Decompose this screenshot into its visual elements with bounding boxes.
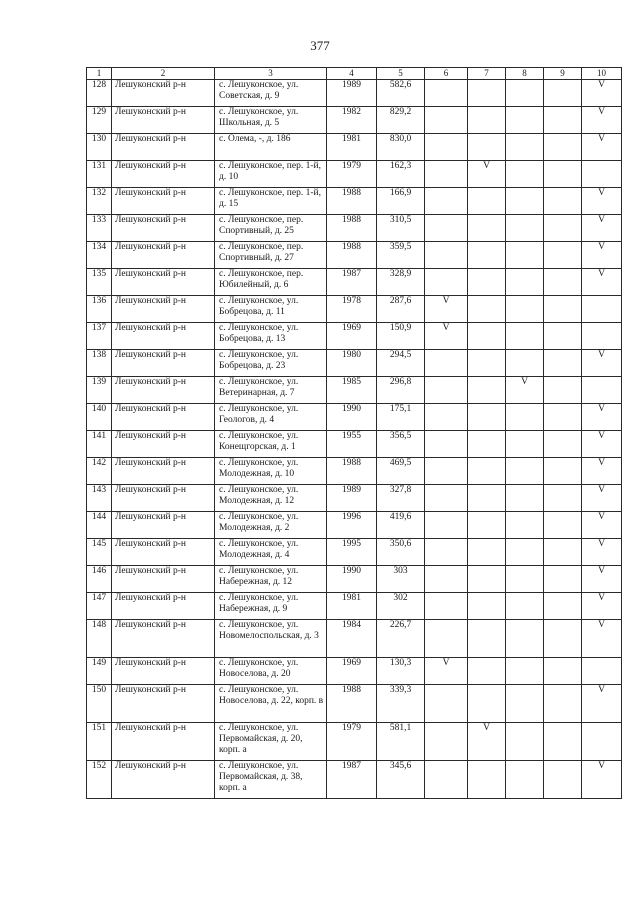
- year-cell: 1996: [327, 512, 377, 539]
- mark-col9-cell: [544, 658, 582, 685]
- district-cell: Лешуконский р-н: [112, 566, 215, 593]
- year-cell: 1978: [327, 296, 377, 323]
- table-row: [87, 134, 622, 161]
- mark-col9-cell: [544, 296, 582, 323]
- mark-col8-cell: [506, 80, 544, 107]
- area-cell: 162,3: [377, 161, 425, 188]
- area-cell: 294,5: [377, 350, 425, 377]
- mark-col8-cell: [506, 431, 544, 458]
- area-cell: 166,9: [377, 188, 425, 215]
- row-number: 131: [87, 161, 112, 188]
- table-row: [87, 723, 622, 761]
- table-row: [87, 620, 622, 658]
- area-cell: 226,7: [377, 620, 425, 658]
- row-number: 136: [87, 296, 112, 323]
- district-cell: Лешуконский р-н: [112, 296, 215, 323]
- column-header-7: 7: [468, 68, 506, 80]
- mark-col9-cell: [544, 566, 582, 593]
- mark-col8-cell: [506, 188, 544, 215]
- address-cell: с. Лешуконское, пер. Юбилейный, д. 6: [215, 269, 327, 296]
- district-cell: Лешуконский р-н: [112, 485, 215, 512]
- district-cell: Лешуконский р-н: [112, 512, 215, 539]
- mark-col7-cell: [468, 269, 506, 296]
- mark-col8-cell: [506, 723, 544, 761]
- district-cell: Лешуконский р-н: [112, 431, 215, 458]
- mark-col6-cell: [425, 458, 468, 485]
- mark-col10-cell: V: [582, 566, 622, 593]
- mark-col10-cell: V: [582, 404, 622, 431]
- table-row: [87, 485, 622, 512]
- column-header-2: 2: [112, 68, 215, 80]
- mark-col7-cell: [468, 620, 506, 658]
- area-cell: 419,6: [377, 512, 425, 539]
- mark-col10-cell: [582, 161, 622, 188]
- mark-col6-cell: [425, 107, 468, 134]
- area-cell: 339,3: [377, 685, 425, 723]
- column-header-6: 6: [425, 68, 468, 80]
- mark-col8-cell: [506, 134, 544, 161]
- area-cell: 303: [377, 566, 425, 593]
- year-cell: 1988: [327, 458, 377, 485]
- mark-col6-cell: [425, 485, 468, 512]
- mark-col8-cell: [506, 620, 544, 658]
- row-number: 139: [87, 377, 112, 404]
- address-cell: с. Лешуконское, ул. Новоселова, д. 22, корп. в: [215, 685, 327, 723]
- mark-col7-cell: [468, 431, 506, 458]
- mark-col9-cell: [544, 512, 582, 539]
- mark-col6-cell: [425, 377, 468, 404]
- mark-col9-cell: [544, 593, 582, 620]
- address-cell: с. Лешуконское, ул. Молодежная, д. 2: [215, 512, 327, 539]
- mark-col9-cell: [544, 242, 582, 269]
- area-cell: 287,6: [377, 296, 425, 323]
- address-cell: с. Лешуконское, ул. Набережная, д. 12: [215, 566, 327, 593]
- mark-col10-cell: V: [582, 242, 622, 269]
- column-header-3: 3: [215, 68, 327, 80]
- row-number: 142: [87, 458, 112, 485]
- year-cell: 1969: [327, 658, 377, 685]
- mark-col10-cell: V: [582, 134, 622, 161]
- mark-col6-cell: [425, 761, 468, 799]
- area-cell: 328,9: [377, 269, 425, 296]
- area-cell: 345,6: [377, 761, 425, 799]
- year-cell: 1982: [327, 107, 377, 134]
- year-cell: 1990: [327, 404, 377, 431]
- mark-col6-cell: [425, 134, 468, 161]
- district-cell: Лешуконский р-н: [112, 539, 215, 566]
- mark-col7-cell: [468, 188, 506, 215]
- table-row: [87, 593, 622, 620]
- mark-col8-cell: [506, 350, 544, 377]
- mark-col9-cell: [544, 161, 582, 188]
- mark-col8-cell: V: [506, 377, 544, 404]
- mark-col6-cell: [425, 188, 468, 215]
- row-number: 151: [87, 723, 112, 761]
- year-cell: 1984: [327, 620, 377, 658]
- year-cell: 1988: [327, 685, 377, 723]
- mark-col10-cell: [582, 296, 622, 323]
- table-row: [87, 512, 622, 539]
- row-number: 128: [87, 80, 112, 107]
- table-row: [87, 761, 622, 799]
- mark-col7-cell: [468, 404, 506, 431]
- mark-col7-cell: [468, 242, 506, 269]
- mark-col7-cell: [468, 350, 506, 377]
- table-body: [87, 80, 622, 799]
- row-number: 133: [87, 215, 112, 242]
- address-cell: с. Лешуконское, ул. Школьная, д. 5: [215, 107, 327, 134]
- mark-col8-cell: [506, 485, 544, 512]
- row-number: 147: [87, 593, 112, 620]
- mark-col7-cell: [468, 512, 506, 539]
- mark-col6-cell: [425, 80, 468, 107]
- mark-col9-cell: [544, 80, 582, 107]
- mark-col10-cell: [582, 723, 622, 761]
- area-cell: 581,1: [377, 723, 425, 761]
- mark-col7-cell: V: [468, 723, 506, 761]
- mark-col7-cell: [468, 296, 506, 323]
- address-cell: с. Лешуконское, ул. Молодежная, д. 12: [215, 485, 327, 512]
- mark-col8-cell: [506, 658, 544, 685]
- mark-col7-cell: [468, 323, 506, 350]
- table-row: [87, 188, 622, 215]
- address-cell: с. Лешуконское, ул. Бобрецова, д. 23: [215, 350, 327, 377]
- housing-registry-table: [86, 67, 622, 799]
- area-cell: 150,9: [377, 323, 425, 350]
- year-cell: 1989: [327, 485, 377, 512]
- table-row: [87, 269, 622, 296]
- mark-col9-cell: [544, 323, 582, 350]
- address-cell: с. Лешуконское, ул. Молодежная, д. 4: [215, 539, 327, 566]
- address-cell: с. Лешуконское, ул. Новоселова, д. 20: [215, 658, 327, 685]
- column-header-10: 10: [582, 68, 622, 80]
- area-cell: 175,1: [377, 404, 425, 431]
- year-cell: 1989: [327, 80, 377, 107]
- mark-col7-cell: [468, 485, 506, 512]
- year-cell: 1969: [327, 323, 377, 350]
- mark-col9-cell: [544, 350, 582, 377]
- mark-col7-cell: [468, 134, 506, 161]
- mark-col8-cell: [506, 566, 544, 593]
- district-cell: Лешуконский р-н: [112, 658, 215, 685]
- area-cell: 302: [377, 593, 425, 620]
- mark-col7-cell: [468, 539, 506, 566]
- mark-col8-cell: [506, 685, 544, 723]
- district-cell: Лешуконский р-н: [112, 377, 215, 404]
- year-cell: 1988: [327, 188, 377, 215]
- mark-col9-cell: [544, 134, 582, 161]
- table-row: [87, 80, 622, 107]
- mark-col10-cell: V: [582, 188, 622, 215]
- mark-col9-cell: [544, 685, 582, 723]
- mark-col10-cell: V: [582, 269, 622, 296]
- mark-col10-cell: V: [582, 80, 622, 107]
- mark-col10-cell: V: [582, 761, 622, 799]
- address-cell: с. Олема, -, д. 186: [215, 134, 327, 161]
- mark-col8-cell: [506, 323, 544, 350]
- mark-col7-cell: [468, 658, 506, 685]
- table-row: [87, 350, 622, 377]
- mark-col6-cell: [425, 269, 468, 296]
- mark-col8-cell: [506, 404, 544, 431]
- mark-col9-cell: [544, 485, 582, 512]
- year-cell: 1988: [327, 242, 377, 269]
- mark-col9-cell: [544, 269, 582, 296]
- district-cell: Лешуконский р-н: [112, 107, 215, 134]
- mark-col9-cell: [544, 723, 582, 761]
- mark-col10-cell: V: [582, 431, 622, 458]
- year-cell: 1988: [327, 215, 377, 242]
- mark-col10-cell: [582, 377, 622, 404]
- district-cell: Лешуконский р-н: [112, 323, 215, 350]
- area-cell: 296,8: [377, 377, 425, 404]
- row-number: 148: [87, 620, 112, 658]
- year-cell: 1981: [327, 593, 377, 620]
- mark-col9-cell: [544, 539, 582, 566]
- table-row: [87, 539, 622, 566]
- year-cell: 1987: [327, 761, 377, 799]
- mark-col6-cell: V: [425, 658, 468, 685]
- table-row: [87, 431, 622, 458]
- mark-col7-cell: [468, 593, 506, 620]
- mark-col7-cell: [468, 761, 506, 799]
- mark-col9-cell: [544, 431, 582, 458]
- table-row: [87, 296, 622, 323]
- address-cell: с. Лешуконское, ул. Бобрецова, д. 11: [215, 296, 327, 323]
- table-row: [87, 161, 622, 188]
- table-row: [87, 566, 622, 593]
- mark-col7-cell: [468, 566, 506, 593]
- area-cell: 829,2: [377, 107, 425, 134]
- mark-col6-cell: [425, 685, 468, 723]
- address-cell: с. Лешуконское, пер. Спортивный, д. 25: [215, 215, 327, 242]
- mark-col8-cell: [506, 512, 544, 539]
- address-cell: с. Лешуконское, ул. Ветеринарная, д. 7: [215, 377, 327, 404]
- year-cell: 1955: [327, 431, 377, 458]
- row-number: 141: [87, 431, 112, 458]
- mark-col10-cell: V: [582, 512, 622, 539]
- row-number: 135: [87, 269, 112, 296]
- mark-col7-cell: [468, 215, 506, 242]
- row-number: 140: [87, 404, 112, 431]
- mark-col10-cell: V: [582, 685, 622, 723]
- area-cell: 359,5: [377, 242, 425, 269]
- area-cell: 310,5: [377, 215, 425, 242]
- district-cell: Лешуконский р-н: [112, 188, 215, 215]
- year-cell: 1987: [327, 269, 377, 296]
- mark-col6-cell: [425, 350, 468, 377]
- column-header-5: 5: [377, 68, 425, 80]
- year-cell: 1990: [327, 566, 377, 593]
- row-number: 145: [87, 539, 112, 566]
- row-number: 152: [87, 761, 112, 799]
- row-number: 138: [87, 350, 112, 377]
- address-cell: с. Лешуконское, ул. Первомайская, д. 38, корп. а: [215, 761, 327, 799]
- district-cell: Лешуконский р-н: [112, 269, 215, 296]
- year-cell: 1985: [327, 377, 377, 404]
- column-header-4: 4: [327, 68, 377, 80]
- mark-col8-cell: [506, 269, 544, 296]
- mark-col8-cell: [506, 161, 544, 188]
- district-cell: Лешуконский р-н: [112, 620, 215, 658]
- mark-col10-cell: [582, 323, 622, 350]
- area-cell: 130,3: [377, 658, 425, 685]
- address-cell: с. Лешуконское, ул. Первомайская, д. 20, корп. а: [215, 723, 327, 761]
- mark-col7-cell: [468, 377, 506, 404]
- area-cell: 582,6: [377, 80, 425, 107]
- district-cell: Лешуконский р-н: [112, 593, 215, 620]
- mark-col10-cell: V: [582, 485, 622, 512]
- table-row: [87, 215, 622, 242]
- year-cell: 1981: [327, 134, 377, 161]
- mark-col6-cell: V: [425, 296, 468, 323]
- column-header-9: 9: [544, 68, 582, 80]
- address-cell: с. Лешуконское, ул. Советская, д. 9: [215, 80, 327, 107]
- row-number: 146: [87, 566, 112, 593]
- mark-col6-cell: [425, 620, 468, 658]
- mark-col8-cell: [506, 242, 544, 269]
- address-cell: с. Лешуконское, пер. Спортивный, д. 27: [215, 242, 327, 269]
- table-row: [87, 242, 622, 269]
- row-number: 149: [87, 658, 112, 685]
- mark-col6-cell: [425, 566, 468, 593]
- mark-col8-cell: [506, 761, 544, 799]
- mark-col10-cell: V: [582, 107, 622, 134]
- mark-col9-cell: [544, 620, 582, 658]
- address-cell: с. Лешуконское, пер. 1-й, д. 10: [215, 161, 327, 188]
- table-row: [87, 404, 622, 431]
- district-cell: Лешуконский р-н: [112, 134, 215, 161]
- row-number: 130: [87, 134, 112, 161]
- table-row: [87, 458, 622, 485]
- address-cell: с. Лешуконское, ул. Молодежная, д. 10: [215, 458, 327, 485]
- year-cell: 1979: [327, 161, 377, 188]
- row-number: 137: [87, 323, 112, 350]
- district-cell: Лешуконский р-н: [112, 161, 215, 188]
- mark-col8-cell: [506, 539, 544, 566]
- area-cell: 830,0: [377, 134, 425, 161]
- district-cell: Лешуконский р-н: [112, 350, 215, 377]
- table-row: [87, 107, 622, 134]
- area-cell: 350,6: [377, 539, 425, 566]
- mark-col6-cell: [425, 593, 468, 620]
- area-cell: 327,8: [377, 485, 425, 512]
- year-cell: 1980: [327, 350, 377, 377]
- row-number: 134: [87, 242, 112, 269]
- mark-col10-cell: V: [582, 458, 622, 485]
- mark-col8-cell: [506, 296, 544, 323]
- district-cell: Лешуконский р-н: [112, 723, 215, 761]
- mark-col9-cell: [544, 761, 582, 799]
- district-cell: Лешуконский р-н: [112, 458, 215, 485]
- mark-col9-cell: [544, 107, 582, 134]
- table-header-row: [87, 68, 622, 80]
- mark-col7-cell: V: [468, 161, 506, 188]
- mark-col9-cell: [544, 458, 582, 485]
- mark-col9-cell: [544, 404, 582, 431]
- mark-col6-cell: V: [425, 323, 468, 350]
- mark-col6-cell: [425, 215, 468, 242]
- area-cell: 469,5: [377, 458, 425, 485]
- mark-col6-cell: [425, 723, 468, 761]
- district-cell: Лешуконский р-н: [112, 242, 215, 269]
- mark-col7-cell: [468, 107, 506, 134]
- district-cell: Лешуконский р-н: [112, 685, 215, 723]
- table-row: [87, 658, 622, 685]
- district-cell: Лешуконский р-н: [112, 404, 215, 431]
- mark-col7-cell: [468, 80, 506, 107]
- mark-col10-cell: V: [582, 620, 622, 658]
- mark-col6-cell: [425, 404, 468, 431]
- mark-col6-cell: [425, 242, 468, 269]
- column-header-1: 1: [87, 68, 112, 80]
- mark-col6-cell: [425, 161, 468, 188]
- address-cell: с. Лешуконское, пер. 1-й, д. 15: [215, 188, 327, 215]
- mark-col6-cell: [425, 512, 468, 539]
- row-number: 143: [87, 485, 112, 512]
- mark-col6-cell: [425, 431, 468, 458]
- table-row: [87, 685, 622, 723]
- mark-col7-cell: [468, 458, 506, 485]
- row-number: 129: [87, 107, 112, 134]
- mark-col8-cell: [506, 107, 544, 134]
- column-header-8: 8: [506, 68, 544, 80]
- table-row: [87, 323, 622, 350]
- address-cell: с. Лешуконское, ул. Конещгорская, д. 1: [215, 431, 327, 458]
- row-number: 150: [87, 685, 112, 723]
- year-cell: 1995: [327, 539, 377, 566]
- area-cell: 356,5: [377, 431, 425, 458]
- mark-col6-cell: [425, 539, 468, 566]
- mark-col10-cell: [582, 658, 622, 685]
- mark-col10-cell: V: [582, 539, 622, 566]
- row-number: 132: [87, 188, 112, 215]
- mark-col8-cell: [506, 215, 544, 242]
- address-cell: с. Лешуконское, ул. Набережная, д. 9: [215, 593, 327, 620]
- mark-col9-cell: [544, 188, 582, 215]
- year-cell: 1979: [327, 723, 377, 761]
- mark-col10-cell: V: [582, 215, 622, 242]
- page-number: 377: [310, 38, 330, 53]
- mark-col10-cell: V: [582, 593, 622, 620]
- district-cell: Лешуконский р-н: [112, 761, 215, 799]
- mark-col7-cell: [468, 685, 506, 723]
- district-cell: Лешуконский р-н: [112, 215, 215, 242]
- district-cell: Лешуконский р-н: [112, 80, 215, 107]
- mark-col10-cell: V: [582, 350, 622, 377]
- mark-col9-cell: [544, 377, 582, 404]
- mark-col9-cell: [544, 215, 582, 242]
- mark-col8-cell: [506, 593, 544, 620]
- table-row: [87, 377, 622, 404]
- address-cell: с. Лешуконское, ул. Новомелоспольская, д. 3: [215, 620, 327, 658]
- address-cell: с. Лешуконское, ул. Бобрецова, д. 13: [215, 323, 327, 350]
- mark-col8-cell: [506, 458, 544, 485]
- address-cell: с. Лешуконское, ул. Геологов, д. 4: [215, 404, 327, 431]
- row-number: 144: [87, 512, 112, 539]
